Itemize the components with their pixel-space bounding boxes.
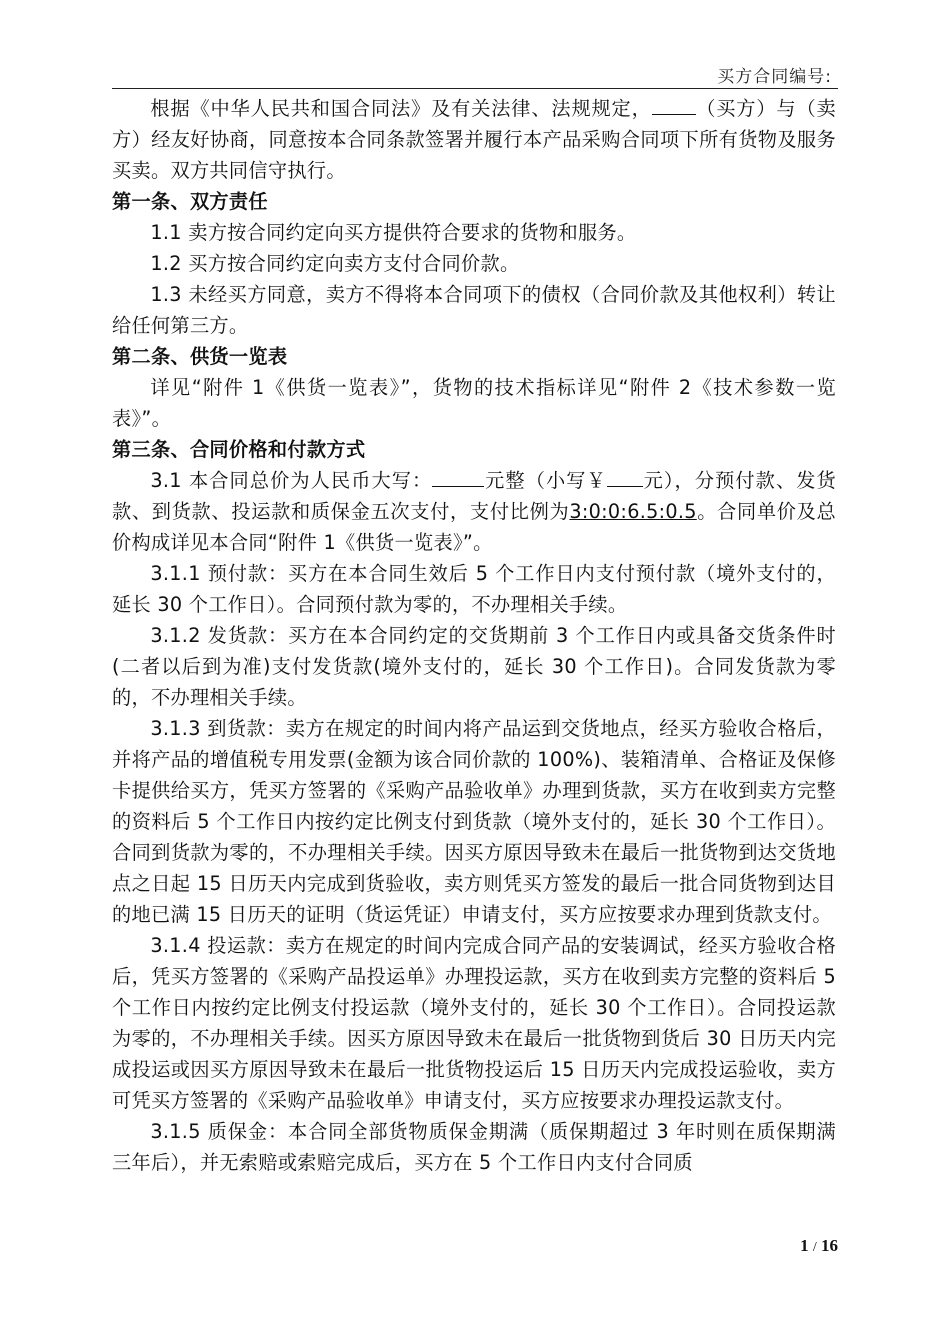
amount-figures-blank bbox=[607, 486, 643, 487]
buyer-blank bbox=[652, 114, 696, 115]
clause-3-1-2: 3.1.2 发货款：买方在本合同约定的交货期前 3 个工作日内或具备交货条件时(二者以后到为准)支付发货款(境外支付的，延长 30 个工作日)。合同发货款为零的，不办理相关手续。 bbox=[112, 624, 836, 709]
clause-1-1: 1.1 卖方按合同约定向买方提供符合要求的货物和服务。 bbox=[150, 221, 637, 244]
document-body bbox=[112, 93, 836, 1178]
clause-3-1-1: 3.1.1 预付款：买方在本合同生效后 5 个工作日内支付预付款（境外支付的，延长 30 个工作日）。合同预付款为零的，不办理相关手续。 bbox=[112, 562, 836, 616]
article-1-heading: 第一条、双方责任 bbox=[112, 190, 268, 213]
clause-3-1: 3.1 本合同总价为人民币大写： 元整（小写￥ 元），分预付款、发货款、到货款、投运款和质保金五次支付，支付比例为3:0:0:6.5:0.5。合同单价及总价构成详见本合同“附件 1《供货一览表》”。 bbox=[112, 469, 836, 554]
payment-ratio: 3:0:0:6.5:0.5 bbox=[569, 500, 697, 523]
header-divider bbox=[112, 88, 838, 89]
intro-paragraph: 根据《中华人民共和国合同法》及有关法律、法规规定， （买方）与（卖方）经友好协商，同意按本合同条款签署并履行本产品采购合同项下所有货物及服务买卖。双方共同信守执行。 bbox=[112, 97, 836, 182]
clause-3-1-4: 3.1.4 投运款：卖方在规定的时间内完成合同产品的安装调试，经买方验收合格后，凭买方签署的《采购产品投运单》办理投运款，买方在收到卖方完整的资料后 5 个工作日内按约定比例支付投运款（境外支付的，延长 30 个工作日）。合同投运款为零的，不办理相关手续。因买方原因导致未在最后一批货物到货后 30 日历天内完成投运或因买方原因导致未在最后一批货物投运后 15 日历天内完成投运验收，卖方可凭买方签署的《采购产品验收单》申请支付，买方应按要求办理投运款支付。 bbox=[112, 934, 836, 1112]
amount-words-blank bbox=[432, 486, 484, 487]
clause-3-1-3: 3.1.3 到货款：卖方在规定的时间内将产品运到交货地点，经买方验收合格后，并将产品的增值税专用发票(金额为该合同价款的 100%)、装箱清单、合格证及保修卡提供给买方，凭买方签署的《采购产品验收单》办理到货款，买方在收到卖方完整的资料后 5 个工作日内按约定比例支付到货款（境外支付的，延长 30 个工作日）。合同到货款为零的，不办理相关手续。因买方原因导致未在最后一批货物到达交货地点之日起 15 日历天内完成到货验收，卖方则凭买方签发的最后一批合同货物到达目的地已满 15 日历天的证明（货运凭证）申请支付，买方应按要求办理到货款支付。 bbox=[112, 717, 836, 926]
page-number: 1 / 16 bbox=[800, 1236, 838, 1255]
article-2-heading: 第二条、供货一览表 bbox=[112, 345, 288, 368]
clause-1-2: 1.2 买方按合同约定向卖方支付合同价款。 bbox=[150, 252, 520, 275]
article-2-text: 详见“附件 1《供货一览表》”，货物的技术指标详见“附件 2《技术参数一览表》”。 bbox=[112, 376, 836, 430]
clause-1-3: 1.3 未经买方同意，卖方不得将本合同项下的债权（合同价款及其他权利）转让给任何第三方。 bbox=[112, 283, 836, 337]
clause-3-1-5: 3.1.5 质保金：本合同全部货物质保金期满（质保期超过 3 年时则在质保期满三年后），并无索赔或索赔完成后，买方在 5 个工作日内支付合同质 bbox=[112, 1120, 836, 1174]
article-3-heading: 第三条、合同价格和付款方式 bbox=[112, 438, 366, 461]
contract-number-label: 买方合同编号: bbox=[717, 67, 832, 87]
